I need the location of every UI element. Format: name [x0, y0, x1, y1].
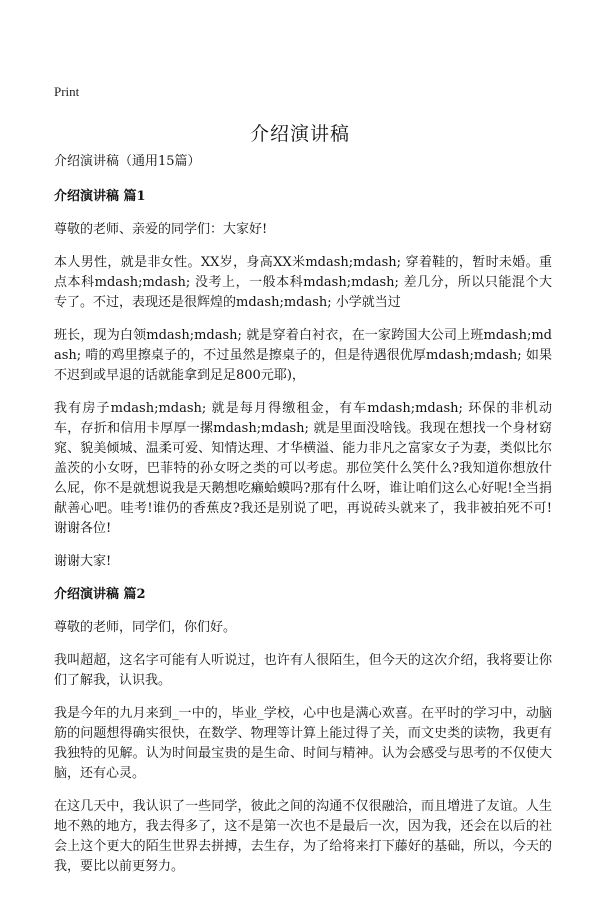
document-subtitle: 介绍演讲稿（通用15篇）: [54, 154, 201, 169]
paragraph: 我叫超超，这名字可能有人听说过，也许有人很陌生，但今天的这次介绍，我将要让你们了解我，认识我。: [54, 653, 552, 688]
paragraph: 在这几天中，我认识了一些同学，彼此之间的沟通不仅很融洽，而且增进了友谊。人生地不熟的地方，我去得多了，这不是第一次也不是最后一次，因为我，还会在以后的社会上这个更大的陌生世界去拼搏，去生存，为了给将来打下藤好的基础，所以，今天的我，要比以前更努力。: [54, 799, 552, 874]
section-heading-2: 介绍演讲稿 篇2: [54, 587, 146, 602]
paragraph: 谢谢大家!: [54, 554, 112, 569]
page-title: 介绍演讲稿: [249, 123, 350, 145]
paragraph: 尊敬的老师，同学们，你们好。: [54, 620, 237, 635]
paragraph: 本人男性，就是非女性。XX岁，身高XX米mdash;mdash; 穿着鞋的，暂时未婚。重点本科mdash;mdash; 没考上，一般本科mdash;mdash; 差几分，所以只能混个大专了。不过，表现还是很辉煌的mdash;mdash; 小学就当过: [54, 255, 552, 310]
section-heading-1: 介绍演讲稿 篇1: [54, 189, 146, 204]
paragraph: 我有房子mdash;mdash; 就是每月得缴租金，有车mdash;mdash; 环保的非机动车，存折和信用卡厚厚一摞mdash;mdash; 就是里面没啥钱。我现在想找一个身材窈窕、貌美倾城、温柔可爱、知情达理、才华横溢、能力非凡之富家女子为妻，类似比尔盖茨的小女呀，巴菲特的孙女呀之类的可以考虑。那位笑什么笑什么?我知道你想放什么屁，你不是就想说我是天鹅想吃癞蛤蟆吗?那有什么呀，谁让咱们这么心好呢!全当捐献善心吧。哇考!谁仍的香蕉皮?我还是别说了吧，再说砖头就来了，我非被拍死不可!谢谢各位!: [54, 401, 552, 536]
paragraph: 班长，现为白领mdash;mdash; 就是穿着白衬衣，在一家跨国大公司上班mdash;mdash; 啃的鸡里擦桌子的，不过虽然是擦桌子的，但是待遇很优厚mdash;mdash; 如果不迟到或早退的话就能拿到足足800元耶)，: [54, 328, 552, 383]
paragraph: 我是今年的九月来到_一中的，毕业_学校，心中也是满心欢喜。在平时的学习中，动脑筋的问题想得确实很快，在数学、物理等计算上能过得了关，而文史类的读物，我更有我独特的见解。认为时间最宝贵的是生命、时间与精神。认为会感受与思考的不仅使大脑，还有心灵。: [54, 706, 552, 781]
document-body: [54, 152, 552, 890]
print-label: Print: [54, 84, 80, 99]
paragraph: 尊敬的老师、亲爱的同学们：大家好!: [54, 222, 268, 237]
